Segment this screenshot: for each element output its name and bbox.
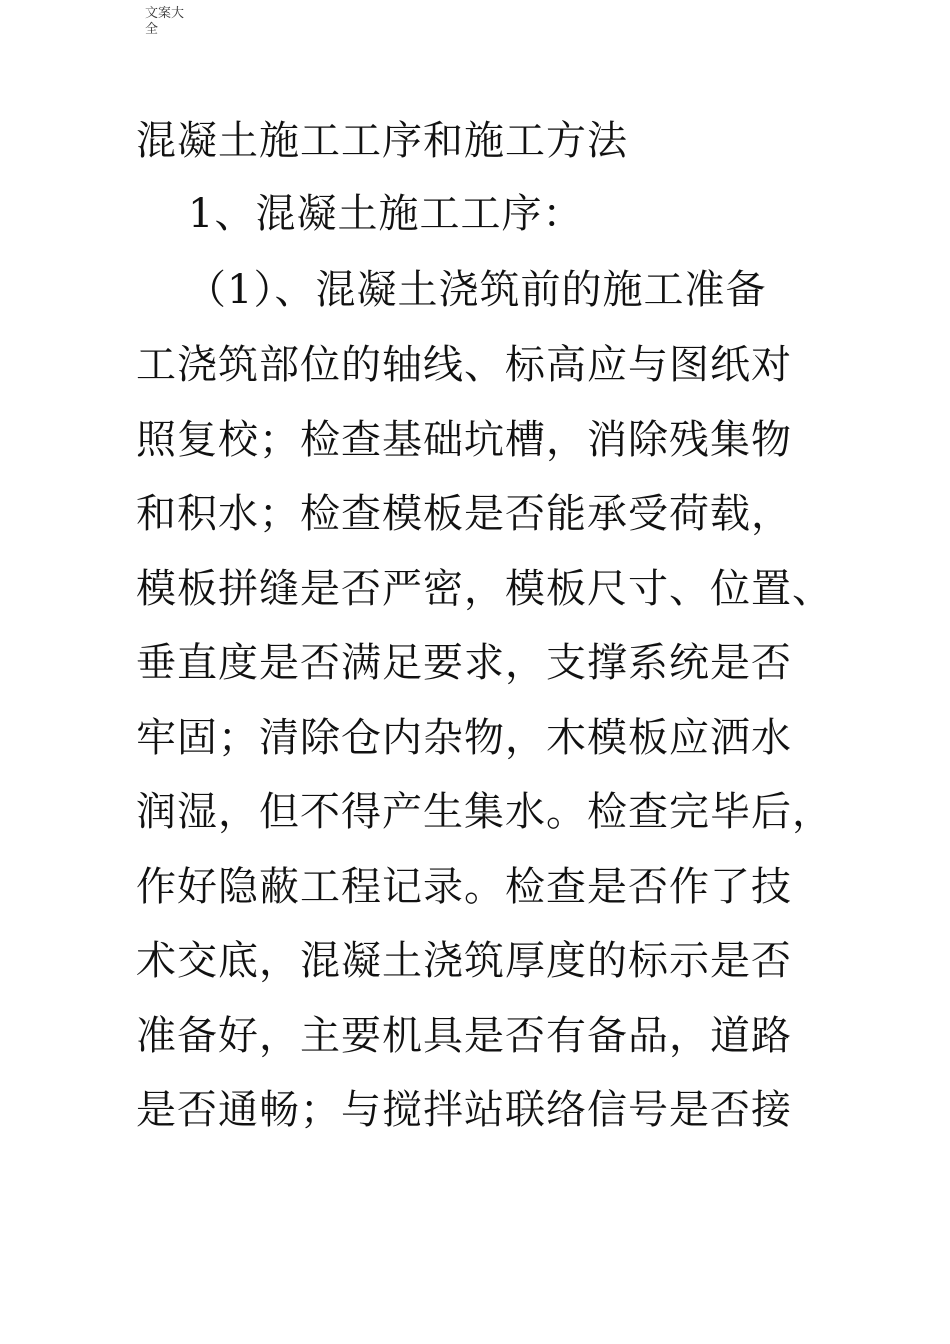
paragraph-line: 准备好，主要机具是否有备品，道路 [136, 1013, 792, 1059]
paragraph-line: 工浇筑部位的轴线、标高应与图纸对 [136, 342, 792, 388]
paragraph-line: 牢固；清除仓内杂物，木模板应洒水 [136, 715, 792, 761]
paragraph-line: 垂直度是否满足要求，支撑系统是否 [136, 640, 792, 686]
paragraph-line: 是否通畅；与搅拌站联络信号是否接 [136, 1087, 792, 1133]
document-title: 混凝土施工工序和施工方法 [136, 118, 628, 164]
paragraph-line: 术交底，混凝土浇筑厚度的标示是否 [136, 938, 792, 984]
paragraph-line: 作好隐蔽工程记录。检查是否作了技 [136, 864, 792, 910]
paragraph-line: （1）、混凝土浇筑前的施工准备 [186, 267, 767, 313]
section-heading: 1、混凝土施工工序： [188, 191, 584, 237]
paragraph-line: 和积水；检查模板是否能承受荷载， [136, 491, 792, 537]
paragraph-line: 照复校；检查基础坑槽，消除残集物 [136, 417, 792, 463]
paragraph-line: 模板拼缝是否严密，模板尺寸、位置、 [136, 566, 833, 612]
page-header-label: 文案大全 [145, 6, 185, 37]
paragraph-line: 润湿，但不得产生集水。检查完毕后， [136, 789, 833, 835]
